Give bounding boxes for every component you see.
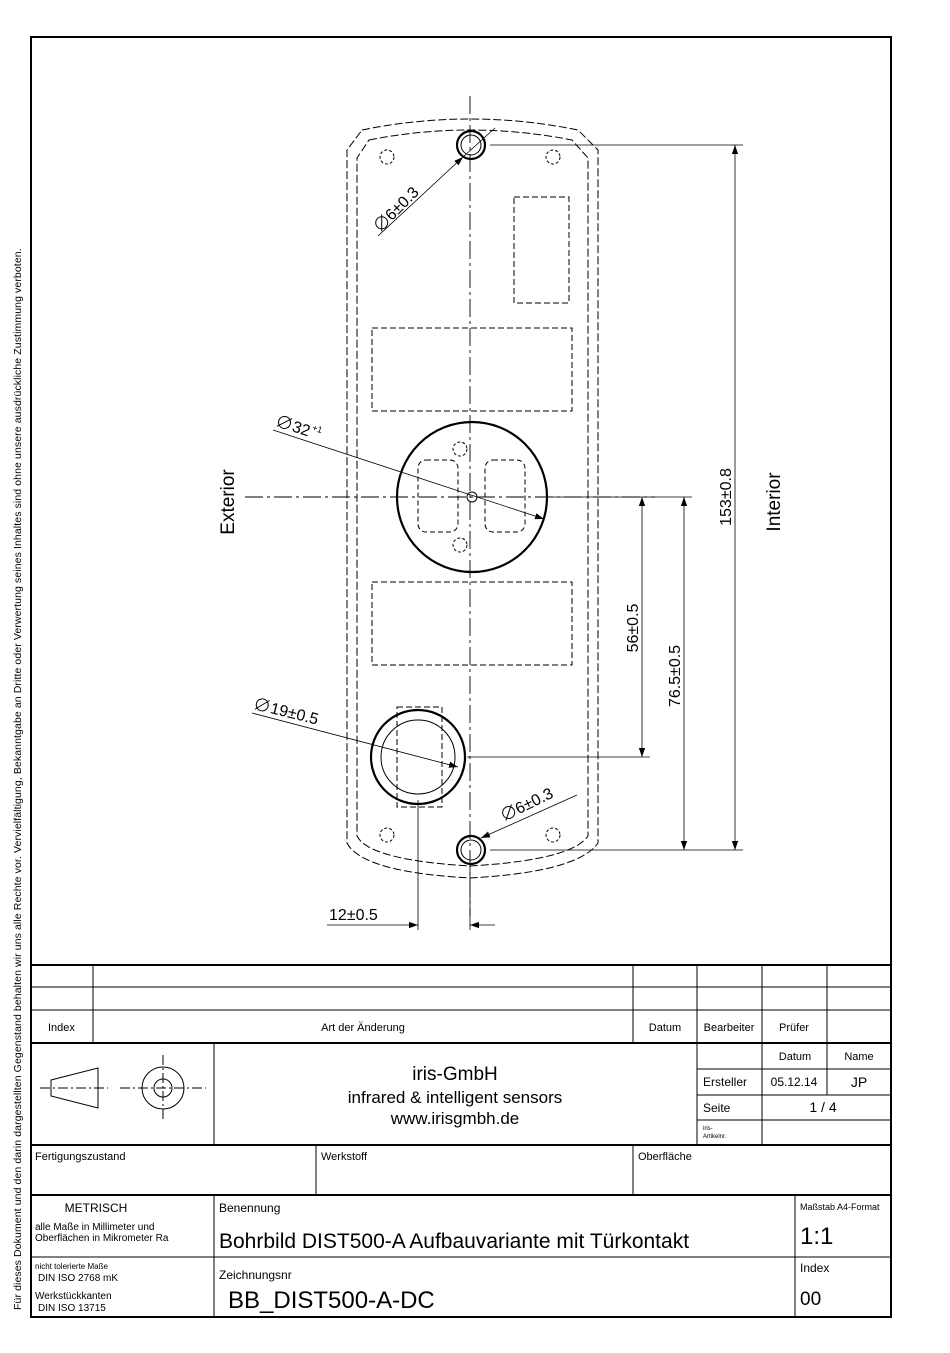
dim-hole-top: 6±0.3 — [382, 183, 423, 225]
page-value: 1 / 4 — [809, 1099, 837, 1115]
tolerance-norm: DIN ISO 2768 mK — [38, 1273, 119, 1284]
rev-col-editor: Bearbeiter — [703, 1022, 755, 1034]
hidden-terminal — [485, 460, 525, 532]
material-label: Werkstoff — [321, 1151, 368, 1163]
part-drawing — [245, 96, 655, 916]
label-interior: Interior — [764, 472, 785, 532]
hidden-terminal — [418, 460, 458, 532]
rev-col-date: Datum — [648, 1022, 682, 1034]
page-label: Seite — [703, 1101, 731, 1115]
projection-symbol — [40, 1055, 206, 1122]
creator-label: Ersteller — [703, 1075, 748, 1089]
company-website: www.irisgmbh.de — [390, 1109, 520, 1128]
company-name: iris-GmbH — [412, 1064, 498, 1085]
door-contact-hole-inner — [381, 720, 455, 794]
hidden-cutout — [372, 582, 572, 665]
units-line1: alle Maße in Millimeter und — [35, 1222, 155, 1233]
rev-col-checker: Prüfer — [779, 1022, 809, 1034]
designation: Bohrbild DIST500-A Aufbauvariante mit Türkontakt — [219, 1230, 690, 1253]
drawing-number: BB_DIST500-A-DC — [228, 1287, 435, 1314]
dim-56: 56±0.5 — [625, 603, 642, 653]
dimensions — [218, 128, 785, 930]
dim-total-length: 153±0.8 — [718, 468, 735, 526]
inner-hole — [453, 538, 467, 552]
corner-hole — [546, 828, 560, 842]
scale-value: 1:1 — [800, 1223, 834, 1250]
approval-col-date: Datum — [778, 1051, 812, 1063]
approval-col-name: Name — [844, 1051, 874, 1063]
copyright-notice: Für dieses Dokument und den darin dargestellten Gegenstand behalten wir uns alle Rechte vor. Vervielfältigung, Bekanntgabe an Dritte oder Verwertung seines Inhaltes sind ohne unsere ausdrückliche Zustimmung verboten. — [12, 248, 24, 1310]
dim-center-hole: 32 — [289, 418, 313, 441]
index-label: Index — [800, 1261, 830, 1275]
dim-offset: 12±0.5 — [329, 907, 378, 924]
article-label-line1: iris- — [703, 1126, 713, 1132]
dim-hole-bottom: 6±0.3 — [512, 785, 557, 819]
designation-label: Benennung — [219, 1201, 281, 1215]
part-outline-outer — [347, 119, 598, 878]
rev-col-index: Index — [48, 1022, 75, 1034]
dim-left-hole: 19±0.5 — [268, 700, 321, 729]
tolerance-label: nicht tolerierte Maße — [35, 1262, 108, 1271]
dim-76: 76.5±0.5 — [667, 644, 684, 708]
drawing-number-label: Zeichnungsnr — [219, 1268, 292, 1282]
unit-system: METRISCH — [64, 1201, 128, 1215]
title-block — [31, 965, 891, 1317]
rev-col-change: Art der Änderung — [321, 1022, 405, 1034]
company-tagline: infrared & intelligent sensors — [347, 1088, 563, 1107]
hidden-cutout — [514, 197, 569, 303]
edges-norm: DIN ISO 13715 — [38, 1303, 106, 1314]
manufacturing-state-label: Fertigungszustand — [35, 1151, 126, 1163]
door-contact-hole-19 — [371, 710, 465, 804]
edges-label: Werkstückkanten — [35, 1291, 112, 1302]
surface-label: Oberfläche — [638, 1151, 692, 1163]
title-block-text — [35, 1022, 880, 1314]
units-line2: Oberflächen in Mikrometer Ra — [35, 1233, 169, 1244]
creator-name: JP — [850, 1074, 868, 1090]
corner-hole — [380, 150, 394, 164]
corner-hole — [546, 150, 560, 164]
dim-center-hole-tolerance: +1 — [310, 422, 324, 436]
scale-label: Maßstab A4-Format — [800, 1202, 880, 1212]
article-label-line2: Artikelnr. — [703, 1134, 727, 1140]
label-exterior: Exterior — [218, 469, 239, 535]
hidden-cutout — [372, 328, 572, 411]
creator-date: 05.12.14 — [770, 1075, 818, 1089]
corner-hole — [380, 828, 394, 842]
part-outline-inner — [357, 130, 588, 866]
index-value: 00 — [800, 1289, 822, 1310]
inner-hole — [453, 442, 467, 456]
